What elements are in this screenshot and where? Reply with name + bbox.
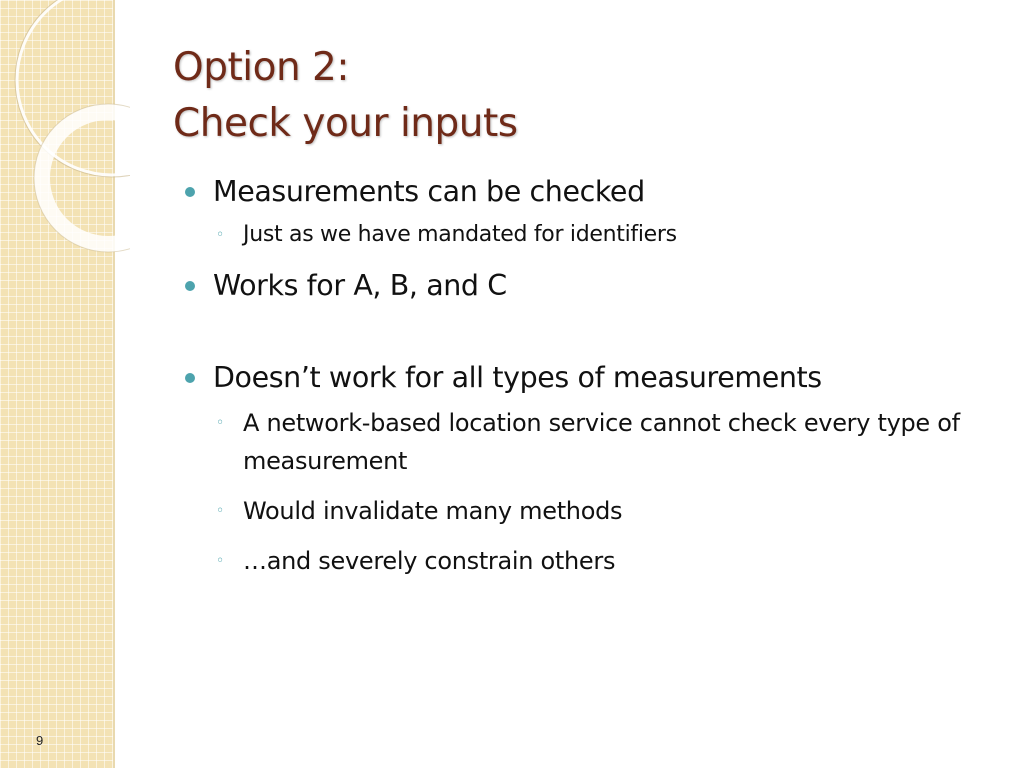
slide-title	[173, 40, 518, 152]
bullet-dot-icon	[185, 373, 195, 383]
sub-bullet-item	[183, 404, 1003, 480]
sub-bullet-text: …and severely constrain others	[243, 547, 616, 575]
bullet-dot-icon	[185, 187, 195, 197]
sub-bullet-text: Just as we have mandated for identifiers	[243, 222, 677, 247]
decorative-ring-thick	[42, 112, 130, 244]
bullet-item	[183, 356, 1003, 400]
sub-bullet-item	[183, 542, 1003, 580]
ring-bullet-icon: ◦	[216, 415, 224, 431]
bullet-text: Measurements can be checked	[213, 175, 645, 208]
sub-bullet-text: A network-based location service cannot check every type of measurement	[243, 409, 960, 475]
sub-bullet-item	[183, 216, 1003, 254]
bullet-dot-icon	[185, 281, 195, 291]
bullet-item	[183, 264, 1003, 308]
sub-bullet-text: Would invalidate many methods	[243, 497, 623, 525]
slide-number: 9	[36, 733, 44, 748]
ring-bullet-icon: ◦	[216, 553, 224, 569]
bullet-text: Works for A, B, and C	[213, 269, 507, 302]
slide-title-line-2: Check your inputs	[173, 101, 518, 146]
decorative-rings	[0, 0, 130, 260]
ring-bullet-icon: ◦	[216, 227, 224, 243]
slide-body	[183, 170, 1003, 580]
bullet-item	[183, 170, 1003, 214]
slide-title-line-1: Option 2:	[173, 45, 350, 90]
decorative-ring-large	[17, 0, 130, 175]
sub-bullet-item	[183, 492, 1003, 530]
ring-bullet-icon: ◦	[216, 503, 224, 519]
bullet-text: Doesn’t work for all types of measurements	[213, 361, 822, 394]
